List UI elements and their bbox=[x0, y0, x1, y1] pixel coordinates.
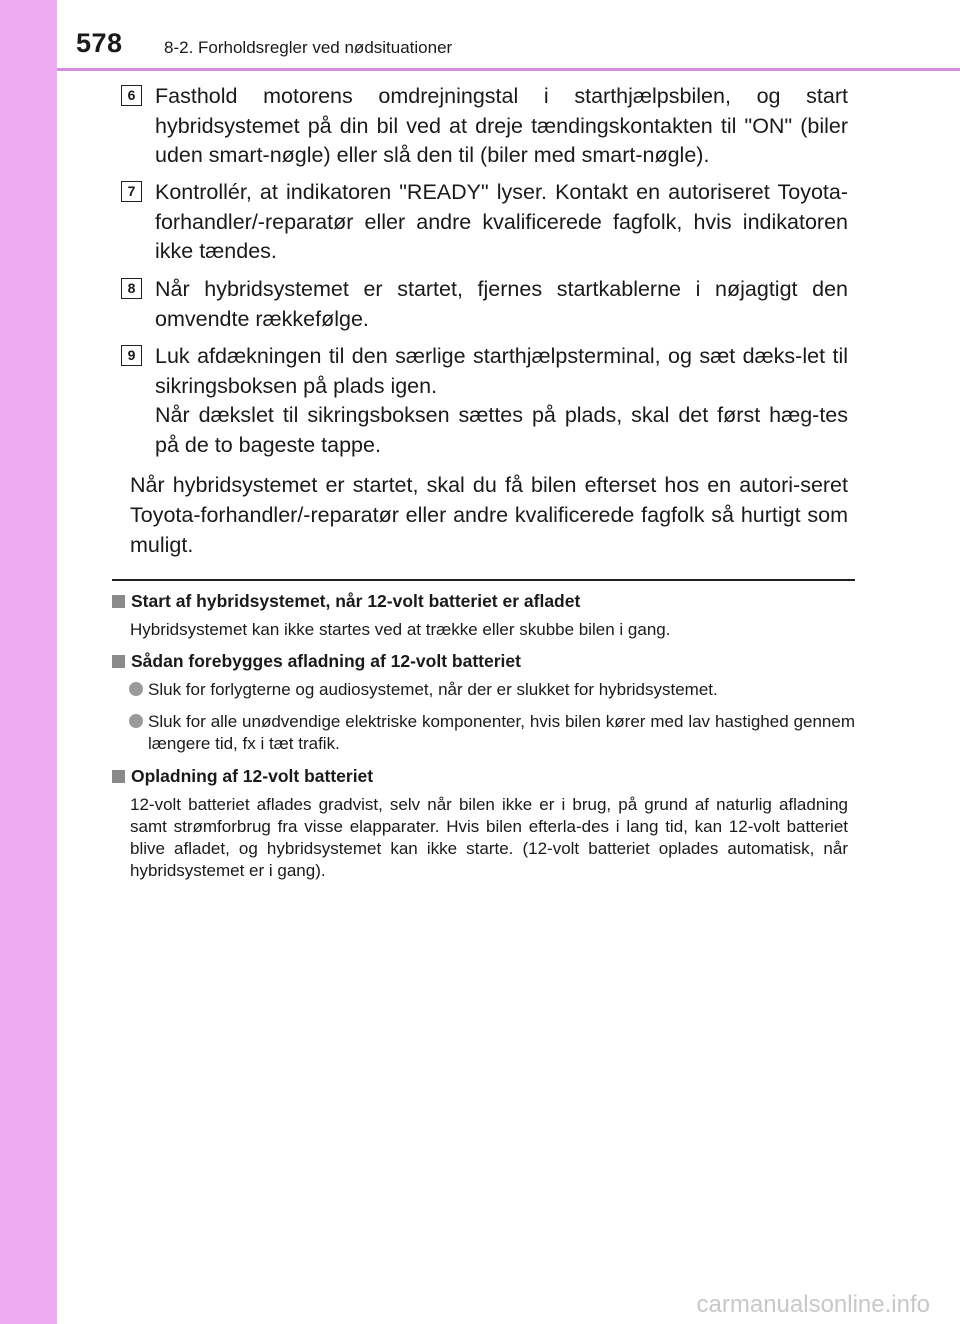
note-heading bbox=[112, 590, 580, 612]
step-text: Fasthold motorens omdrejningstal i starthjælpsbilen, og start hybridsystemet på din bil ved at dreje tændingskontakten til "ON" (biler uden smart-nøgle) eller slå den til (biler med smart-nøgle). bbox=[155, 84, 848, 167]
step-8 bbox=[155, 275, 848, 334]
note-text: 12-volt batteriet aflades gradvist, selv når bilen ikke er i brug, på grund af naturlig afladning samt strømforbrug fra visse elapparater. Hvis bilen efterla-des i lang tid, kan 12-volt batteriet blive afladet, og hybridsystemet kan ikke starte. (12-volt batteriet oplades automatisk, når hybridsystemet er i gang). bbox=[130, 795, 848, 880]
circle-bullet-icon bbox=[129, 714, 143, 728]
square-bullet-icon bbox=[112, 770, 125, 783]
step-badge-7: 7 bbox=[121, 181, 142, 202]
note-heading bbox=[112, 765, 373, 787]
page-number: 578 bbox=[76, 28, 123, 58]
note-heading-text: Opladning af 12-volt batteriet bbox=[131, 766, 374, 786]
step-7 bbox=[155, 178, 848, 267]
note-text: Hybridsystemet kan ikke startes ved at trække eller skubbe bilen i gang. bbox=[130, 620, 671, 639]
list-item bbox=[129, 711, 855, 755]
section-title: 8-2. Forholdsregler ved nødsituationer bbox=[164, 38, 453, 57]
side-band bbox=[0, 0, 57, 1324]
square-bullet-icon bbox=[112, 595, 125, 608]
list-item-text: Sluk for forlygterne og audiosystemet, når der er slukket for hybridsystemet. bbox=[148, 680, 718, 699]
section-divider bbox=[112, 579, 855, 581]
step-9 bbox=[155, 342, 848, 460]
note-heading bbox=[112, 650, 521, 672]
note-heading-text: Start af hybridsystemet, når 12-volt batteriet er afladet bbox=[131, 591, 581, 611]
square-bullet-icon bbox=[112, 655, 125, 668]
header-divider bbox=[57, 68, 960, 71]
watermark: carmanualsonline.info bbox=[696, 1291, 930, 1318]
list-item bbox=[129, 679, 855, 701]
list-item-text: Sluk for alle unødvendige elektriske komponenter, hvis bilen kører med lav hastighed gennem længere tid, fx i tæt trafik. bbox=[148, 712, 855, 753]
step-text: Når hybridsystemet er startet, fjernes startkablerne i nøjagtigt den omvendte rækkefølge. bbox=[155, 277, 848, 331]
summary-paragraph: Når hybridsystemet er startet, skal du få bilen efterset hos en autori-seret Toyota-forhandler/-reparatør eller andre kvalificerede fagfolk så hurtigt som muligt. bbox=[130, 473, 848, 557]
note-heading-text: Sådan forebygges afladning af 12-volt batteriet bbox=[131, 651, 521, 671]
step-badge-6: 6 bbox=[121, 85, 142, 106]
step-text: Luk afdækningen til den særlige starthjælpsterminal, og sæt dæks-let til sikringsboksen på plads igen. bbox=[155, 344, 848, 398]
step-text: Kontrollér, at indikatoren "READY" lyser. Kontakt en autoriseret Toyota-forhandler/-reparatør eller andre kvalificerede fagfolk, hvis indikatoren ikke tændes. bbox=[155, 180, 848, 263]
step-text: Når dækslet til sikringsboksen sættes på plads, skal det først hæg-tes på de to bageste tappe. bbox=[155, 403, 848, 457]
circle-bullet-icon bbox=[129, 682, 143, 696]
step-6 bbox=[155, 82, 848, 171]
step-badge-9: 9 bbox=[121, 345, 142, 366]
step-badge-8: 8 bbox=[121, 278, 142, 299]
